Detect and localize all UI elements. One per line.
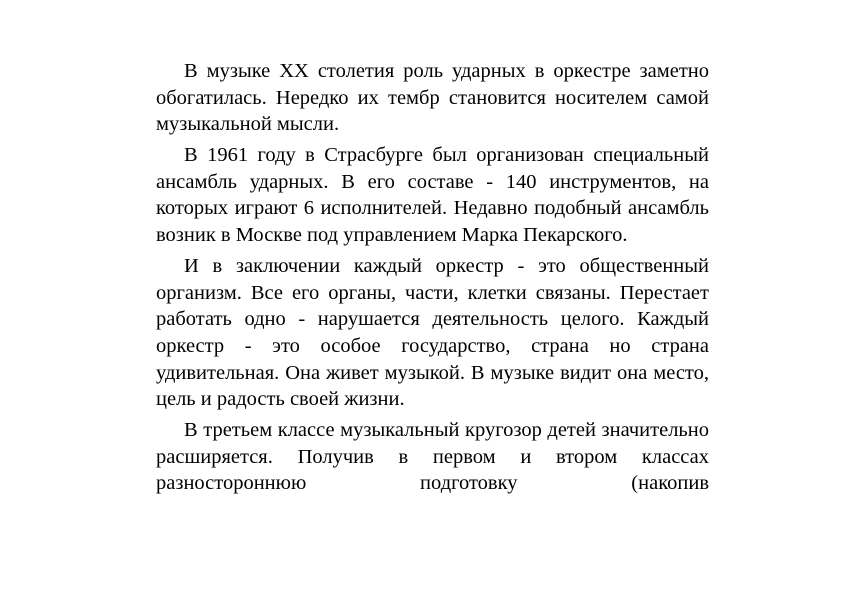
paragraph-percussion-role: В музыке XX столетия роль ударных в оркестре заметно обогатилась. Нередко их тембр становится носителем самой музыкальной мысли. (156, 60, 709, 136)
document-body (156, 58, 709, 497)
paragraph-strasbourg-ensemble: В 1961 году в Страсбурге был организован специальный ансамбль ударных. В его составе - 140 инструментов, на которых играют 6 исполнителей. Недавно подобный ансамбль возник в Москве под управлением Марка Пекарского. (156, 144, 709, 247)
paragraph-orchestra-organism: И в заключении каждый оркестр - это общественный организм. Все его органы, части, клетки связаны. Перестает работать одно - нарушается деятельность целого. Каждый оркестр - это особое государство, страна но страна удивительная. Она живет музыкой. В музыке видит она место, цель и радость своей жизни. (156, 255, 709, 411)
paragraph-third-grade: В третьем классе музыкальный кругозор детей значительно расширяется. Получив в первом и втором классах разностороннюю подготовку (накопив (156, 419, 709, 495)
